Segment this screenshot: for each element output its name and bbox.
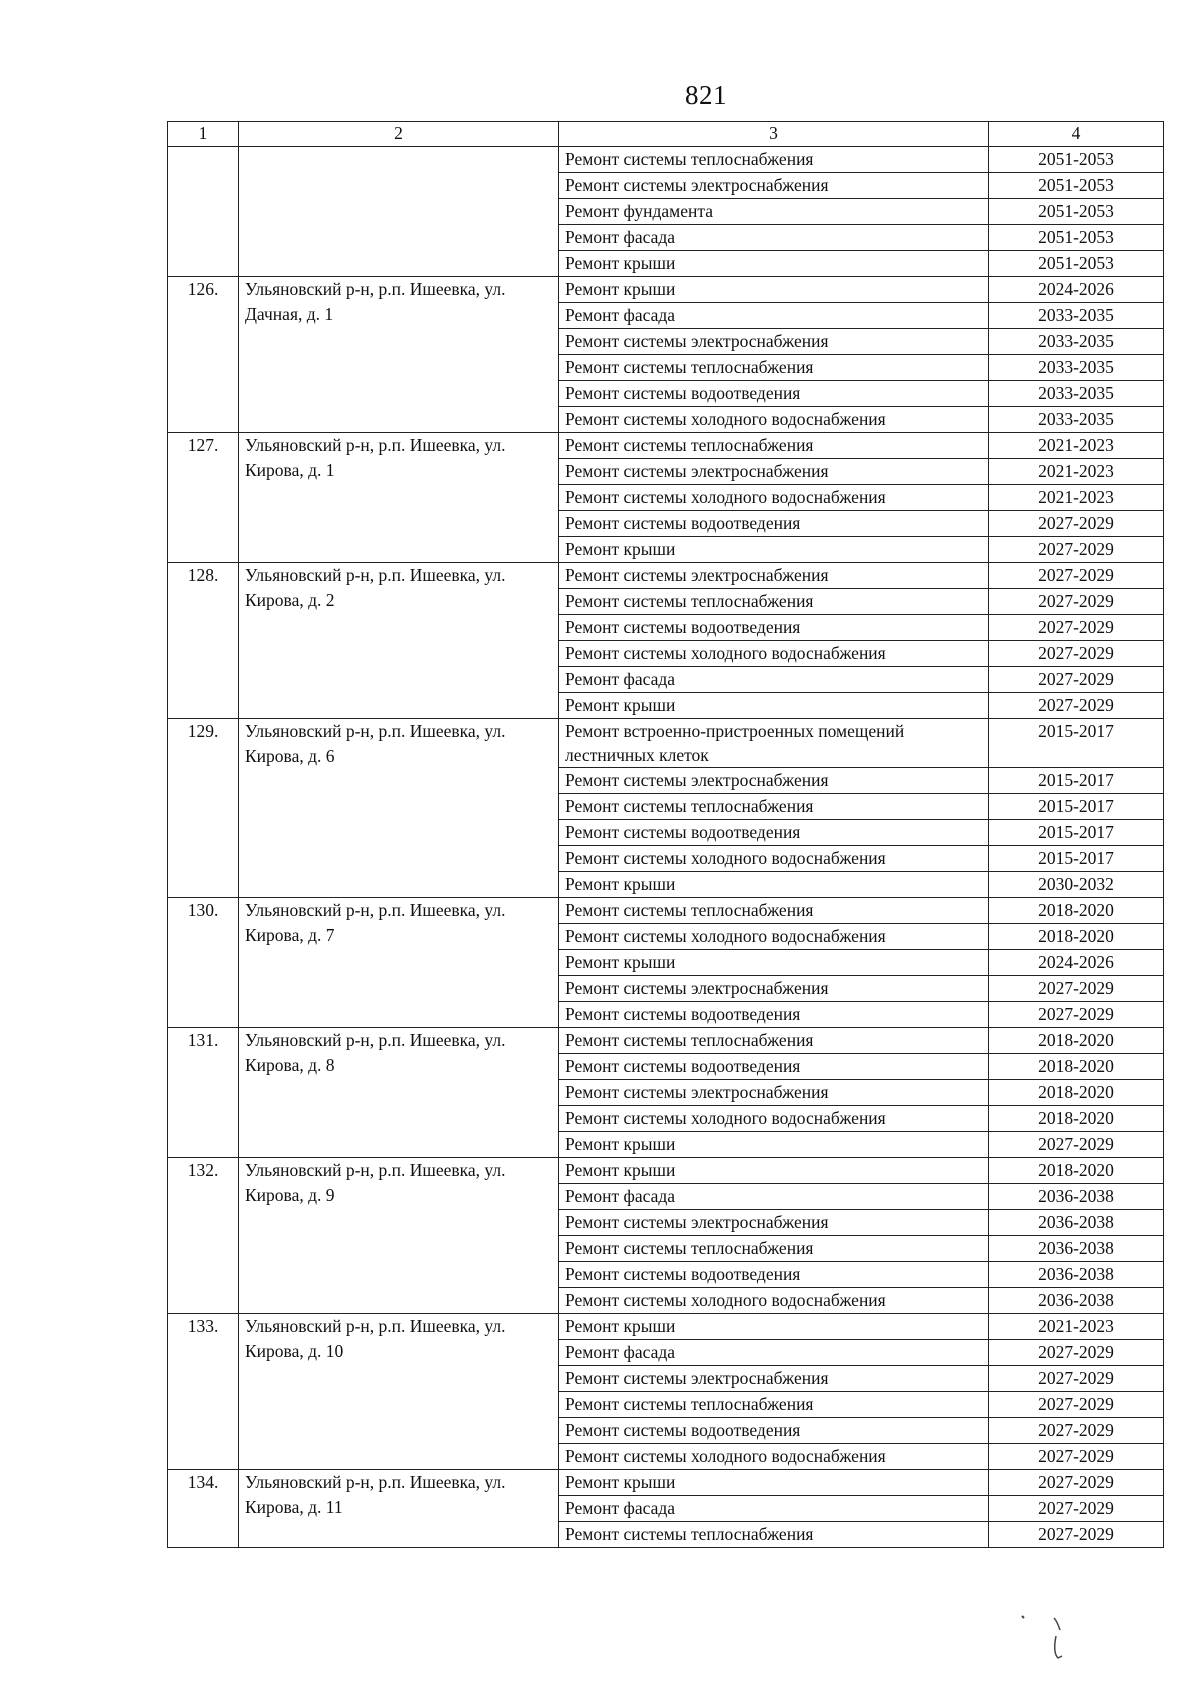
work-type: Ремонт крыши (559, 950, 989, 976)
entry-number: 132. (168, 1158, 239, 1314)
page-number: 821 (685, 80, 727, 110)
work-type: Ремонт системы теплоснабжения (559, 589, 989, 615)
work-type: Ремонт системы холодного водоснабжения (559, 924, 989, 950)
work-type: Ремонт системы холодного водоснабжения (559, 407, 989, 433)
work-type: Ремонт системы холодного водоснабжения (559, 485, 989, 511)
work-period: 2027-2029 (989, 563, 1164, 589)
table-body (168, 147, 1164, 1548)
work-type: Ремонт системы теплоснабжения (559, 1236, 989, 1262)
entry-address: Ульяновский р-н, р.п. Ишеевка, ул. Кирова, д. 2 (239, 563, 559, 719)
table-row (168, 1314, 1164, 1340)
work-period: 2036-2038 (989, 1288, 1164, 1314)
work-period: 2015-2017 (989, 719, 1164, 768)
work-period: 2027-2029 (989, 693, 1164, 719)
work-type: Ремонт крыши (559, 1314, 989, 1340)
work-period: 2027-2029 (989, 511, 1164, 537)
work-period: 2033-2035 (989, 407, 1164, 433)
work-period: 2024-2026 (989, 950, 1164, 976)
work-type: Ремонт системы электроснабжения (559, 976, 989, 1002)
work-period: 2051-2053 (989, 173, 1164, 199)
work-type: Ремонт системы холодного водоснабжения (559, 1106, 989, 1132)
work-type: Ремонт системы холодного водоснабжения (559, 1288, 989, 1314)
work-type: Ремонт системы холодного водоснабжения (559, 641, 989, 667)
entry-number: 127. (168, 433, 239, 563)
work-period: 2027-2029 (989, 615, 1164, 641)
work-type: Ремонт системы водоотведения (559, 381, 989, 407)
work-period: 2027-2029 (989, 976, 1164, 1002)
column-header: 1 (168, 122, 239, 147)
work-type: Ремонт системы электроснабжения (559, 1366, 989, 1392)
work-type: Ремонт системы водоотведения (559, 1418, 989, 1444)
work-period: 2027-2029 (989, 1366, 1164, 1392)
work-type: Ремонт встроенно-пристроенных помещений лестничных клеток (559, 719, 989, 768)
work-period: 2036-2038 (989, 1210, 1164, 1236)
work-type: Ремонт крыши (559, 277, 989, 303)
table-row (168, 1158, 1164, 1184)
work-type: Ремонт системы водоотведения (559, 1262, 989, 1288)
work-type: Ремонт фасада (559, 225, 989, 251)
work-period: 2033-2035 (989, 303, 1164, 329)
work-type: Ремонт крыши (559, 1470, 989, 1496)
table-row (168, 719, 1164, 768)
work-period: 2015-2017 (989, 820, 1164, 846)
column-header: 2 (239, 122, 559, 147)
work-period: 2018-2020 (989, 898, 1164, 924)
work-period: 2051-2053 (989, 147, 1164, 173)
work-period: 2018-2020 (989, 1106, 1164, 1132)
entry-address: Ульяновский р-н, р.п. Ишеевка, ул. Кирова, д. 6 (239, 719, 559, 898)
work-type: Ремонт системы электроснабжения (559, 768, 989, 794)
work-type: Ремонт системы электроснабжения (559, 563, 989, 589)
work-type: Ремонт системы водоотведения (559, 820, 989, 846)
work-type: Ремонт системы электроснабжения (559, 329, 989, 355)
work-type: Ремонт системы теплоснабжения (559, 898, 989, 924)
work-type: Ремонт системы водоотведения (559, 1054, 989, 1080)
work-period: 2027-2029 (989, 1340, 1164, 1366)
work-period: 2015-2017 (989, 846, 1164, 872)
entry-number: 126. (168, 277, 239, 433)
entry-address: Ульяновский р-н, р.п. Ишеевка, ул. Кирова, д. 11 (239, 1470, 559, 1548)
work-period: 2027-2029 (989, 641, 1164, 667)
work-type: Ремонт системы электроснабжения (559, 1080, 989, 1106)
work-type: Ремонт системы теплоснабжения (559, 1028, 989, 1054)
entry-number: 131. (168, 1028, 239, 1158)
work-period: 2015-2017 (989, 768, 1164, 794)
handwritten-marks (1010, 1606, 1090, 1691)
work-type: Ремонт фасада (559, 303, 989, 329)
table-row (168, 1470, 1164, 1496)
entry-address: Ульяновский р-н, р.п. Ишеевка, ул. Дачная, д. 1 (239, 277, 559, 433)
work-period: 2027-2029 (989, 1496, 1164, 1522)
work-period: 2021-2023 (989, 1314, 1164, 1340)
work-type: Ремонт крыши (559, 251, 989, 277)
table-row (168, 1028, 1164, 1054)
work-period: 2027-2029 (989, 1132, 1164, 1158)
work-period: 2018-2020 (989, 1028, 1164, 1054)
work-period: 2027-2029 (989, 589, 1164, 615)
work-period: 2033-2035 (989, 381, 1164, 407)
work-type: Ремонт системы водоотведения (559, 511, 989, 537)
work-period: 2024-2026 (989, 277, 1164, 303)
work-type: Ремонт системы теплоснабжения (559, 1392, 989, 1418)
work-period: 2027-2029 (989, 1392, 1164, 1418)
entry-address: Ульяновский р-н, р.п. Ишеевка, ул. Кирова, д. 7 (239, 898, 559, 1028)
work-type: Ремонт системы электроснабжения (559, 173, 989, 199)
work-period: 2027-2029 (989, 1522, 1164, 1548)
entry-number: 134. (168, 1470, 239, 1548)
work-period: 2021-2023 (989, 433, 1164, 459)
column-header: 4 (989, 122, 1164, 147)
work-period: 2051-2053 (989, 251, 1164, 277)
work-period: 2015-2017 (989, 794, 1164, 820)
work-type: Ремонт фасада (559, 667, 989, 693)
entry-address: Ульяновский р-н, р.п. Ишеевка, ул. Кирова, д. 10 (239, 1314, 559, 1470)
work-type: Ремонт системы водоотведения (559, 1002, 989, 1028)
entry-number: 129. (168, 719, 239, 898)
work-period: 2021-2023 (989, 459, 1164, 485)
work-type: Ремонт крыши (559, 872, 989, 898)
work-type: Ремонт системы электроснабжения (559, 1210, 989, 1236)
work-period: 2027-2029 (989, 1470, 1164, 1496)
work-type: Ремонт фасада (559, 1340, 989, 1366)
work-type: Ремонт фундамента (559, 199, 989, 225)
table-row (168, 898, 1164, 924)
work-period: 2018-2020 (989, 1054, 1164, 1080)
entry-address: Ульяновский р-н, р.п. Ишеевка, ул. Кирова, д. 8 (239, 1028, 559, 1158)
entry-number: 128. (168, 563, 239, 719)
work-period: 2027-2029 (989, 667, 1164, 693)
work-type: Ремонт системы водоотведения (559, 615, 989, 641)
entry-number: 130. (168, 898, 239, 1028)
work-period: 2021-2023 (989, 485, 1164, 511)
work-type: Ремонт системы теплоснабжения (559, 794, 989, 820)
work-period: 2033-2035 (989, 329, 1164, 355)
entry-address (239, 147, 559, 277)
table-row (168, 277, 1164, 303)
work-period: 2036-2038 (989, 1236, 1164, 1262)
table-row (168, 563, 1164, 589)
work-period: 2036-2038 (989, 1262, 1164, 1288)
entry-address: Ульяновский р-н, р.п. Ишеевка, ул. Кирова, д. 1 (239, 433, 559, 563)
work-type: Ремонт системы холодного водоснабжения (559, 846, 989, 872)
work-type: Ремонт крыши (559, 1132, 989, 1158)
repair-schedule-table (167, 121, 1164, 1548)
work-period: 2027-2029 (989, 1418, 1164, 1444)
work-period: 2033-2035 (989, 355, 1164, 381)
work-period: 2036-2038 (989, 1184, 1164, 1210)
work-type: Ремонт крыши (559, 537, 989, 563)
work-type: Ремонт системы теплоснабжения (559, 147, 989, 173)
entry-address: Ульяновский р-н, р.п. Ишеевка, ул. Кирова, д. 9 (239, 1158, 559, 1314)
work-period: 2018-2020 (989, 924, 1164, 950)
header-row (168, 122, 1164, 147)
work-period: 2027-2029 (989, 1002, 1164, 1028)
work-period: 2051-2053 (989, 225, 1164, 251)
work-period: 2051-2053 (989, 199, 1164, 225)
work-type: Ремонт системы теплоснабжения (559, 433, 989, 459)
work-type: Ремонт фасада (559, 1184, 989, 1210)
work-type: Ремонт системы электроснабжения (559, 459, 989, 485)
work-type: Ремонт крыши (559, 1158, 989, 1184)
table-row (168, 433, 1164, 459)
work-type: Ремонт системы теплоснабжения (559, 1522, 989, 1548)
work-type: Ремонт фасада (559, 1496, 989, 1522)
work-type: Ремонт крыши (559, 693, 989, 719)
work-period: 2030-2032 (989, 872, 1164, 898)
entry-number (168, 147, 239, 277)
work-period: 2018-2020 (989, 1080, 1164, 1106)
work-type: Ремонт системы теплоснабжения (559, 355, 989, 381)
work-period: 2018-2020 (989, 1158, 1164, 1184)
table-row (168, 147, 1164, 173)
entry-number: 133. (168, 1314, 239, 1470)
work-type: Ремонт системы холодного водоснабжения (559, 1444, 989, 1470)
work-period: 2027-2029 (989, 1444, 1164, 1470)
column-header: 3 (559, 122, 989, 147)
work-period: 2027-2029 (989, 537, 1164, 563)
